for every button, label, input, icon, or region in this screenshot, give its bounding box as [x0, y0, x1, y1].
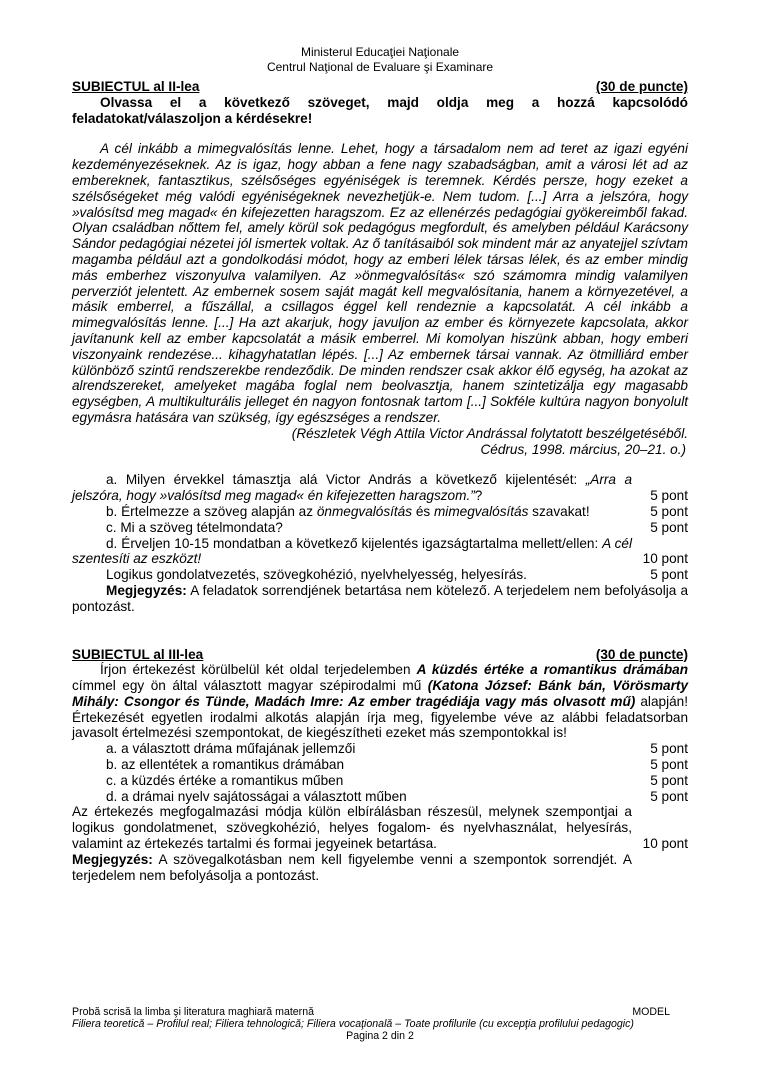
subject-2-tasks	[72, 472, 688, 614]
criterion-b-points: 5 pont	[650, 757, 688, 773]
task-b-word-2: mimegvalósítás	[433, 503, 529, 519]
essay-title: A küzdés értéke a romantikus drámában	[416, 662, 688, 678]
criterion-c-points: 5 pont	[650, 772, 688, 788]
criterion-d-points: 5 pont	[650, 788, 688, 804]
footer-page-number: Pagina 2 din 2	[346, 1030, 414, 1043]
subject-3-note	[72, 852, 632, 884]
task-b-mid: és	[412, 503, 434, 519]
task-d-points: 10 pont	[642, 551, 688, 567]
passage-source	[72, 426, 688, 458]
task-c-text: c. Mi a szöveg tételmondata?	[106, 519, 283, 535]
criterion-c	[72, 773, 688, 789]
task-a-text: a. Milyen érvekkel támasztja alá Victor András a következő kijelentését:	[106, 472, 586, 488]
criterion-c-text: c. a küzdés értéke a romantikus műben	[106, 772, 344, 788]
form-criterion	[72, 804, 688, 851]
subject-3-title: SUBIECTUL al III-lea	[72, 646, 204, 662]
subject-3-intro-3: alapján! Értekezését egyetlen irodalmi alkotás alapján írja meg, figyelembe véve az alábbi feladatsorban javasolt értelmezési szempontokat, de kiegészítheti ezeket más szempontokkal is!	[72, 693, 688, 741]
subject-3-note-text: A szövegalkotásban nem kell figyelembe venni a szempontok sorrendjét. A terjedelem nem befolyásolja a pontozást.	[72, 851, 632, 883]
form-criterion-text: Az értekezés megfogalmazási módja külön elbírálásban részesül, melynek szempontjai a logikus gondolatmenet, szövegkohézió, helyes fogalom- és nyelvhasználat, helyesírás, valamint az értekezés tartalmi és formai jegyeinek betartása.	[72, 804, 632, 852]
criterion-b	[72, 757, 688, 773]
subject-2-instruction: Olvassa el a következő szöveget, majd oldja meg a hozzá kapcsolódó feladatokat/válaszoljon a kérdésekre!	[72, 94, 688, 126]
criterion-a	[72, 741, 688, 757]
subject-3-heading	[72, 647, 688, 663]
subject-2-heading	[72, 79, 688, 95]
subject-2-points: (30 de puncte)	[595, 79, 688, 94]
subject-2-note-text: A feladatok sorrendjének betartása nem kötelező. A terjedelem nem befolyásolja a pontozást.	[72, 582, 688, 614]
subject-2-title: SUBIECTUL al II-lea	[72, 79, 200, 94]
subject-2-note-label: Megjegyzés:	[106, 582, 187, 598]
task-d-quote: A cél szentesíti az eszközt!	[72, 535, 633, 567]
subject-2-note	[72, 583, 688, 615]
task-a-quote: „Arra a jelszóra, hogy »valósítsd meg magad« én kifejezetten haragszom.”	[72, 472, 632, 504]
criterion-a-text: a. a választott dráma műfajának jellemzői	[106, 741, 356, 757]
subject-3-criteria	[72, 741, 688, 804]
task-d	[72, 536, 688, 568]
task-c-points: 5 pont	[650, 519, 688, 535]
passage-source-line-1: (Részletek Végh Attila Victor Andrással folytatott beszélgetéséből.	[291, 425, 688, 441]
task-logic-points: 5 pont	[650, 567, 688, 583]
task-b-suffix: szavakat!	[528, 503, 590, 519]
passage-source-line-2: Cédrus, 1998. március, 20–21. o.)	[480, 441, 686, 457]
reading-passage: A cél inkább a mimegvalósítás lenne. Lehet, hogy a társadalom nem ad teret az igazi egyéni kezdeményezéseknek. Az is igaz, hogy abban a fene nagy szabadságban, amit a városi lét ad az embereknek, fantasztikus, szélsőséges egyéniségek is teremnek. Kérdés persze, hogy ezeket a szélsőségeket még valódi egyéniségeknek nevezhetjük-e. Nem tudom. [...] Arra a jelszóra, hogy »valósítsd meg magad« én kifejezetten haragszom. Ez az ellenérzés pedagógiai gyökereimből fakad. Olyan családban nőttem fel, amely körül sok pedagógus megfordult, és amelyben például Karácsony Sándor pedagógiai nézetei jól ismertek voltak. Az ő tanításaiból sok mindent már az anyatejjel szívtam magamba például azt a gondolkodási módot, hogy az emberi lélek társas lélek, és az ember mindig más emberhez viszonyulva valamilyen. Az »önmegvalósítás« szó számomra mindig valamilyen perverziót jelentett. Az embernek sosem saját magát kell megvalósítania, hanem a környezetével, a másik emberrel, a fűszállal, a csillagos éggel kell rendeznie a kapcsolatát. A cél inkább a mimegvalósítás lenne. [...] Ha azt akarjuk, hogy javuljon az ember és környezete kapcsolata, akkor javítanunk kell az ember kapcsolatát a másik emberrel. Mi komolyan hiszünk abban, hogy emberi viszonyaink rendezése... kihagyhatatlan lépés. [...] Az embernek társai vannak. Az ötmilliárd ember különböző szintű rendszerekbe rendeződik. De minden rendszer csak akkor élő egység, ha azokat az alrendszereket, amelyeket magába foglal nem beolvasztja, hanem szintetizálja egy magasabb egységben, A multikulturális jelleget én nagyon fontosnak tartom [...] Sokféle kultúra nagyon bonyolult egymásra hatására van szükség, így egészséges a rendszer.	[72, 141, 688, 425]
evaluation-center-name: Centrul Naţional de Evaluare şi Examinare	[266, 60, 494, 74]
task-d-text: d. Érveljen 10-15 mondatban a következő kijelentés igazságtartalma mellett/ellen:	[106, 535, 603, 551]
task-a	[72, 472, 688, 504]
criterion-b-text: b. az ellentétek a romantikus drámában	[106, 757, 345, 773]
subject-3-points: (30 de puncte)	[595, 646, 688, 662]
criterion-a-points: 5 pont	[650, 741, 688, 757]
exam-page	[72, 0, 688, 883]
form-criterion-points: 10 pont	[642, 836, 688, 852]
footer-exam-name: Probă scrisă la limba şi literatura maghiară maternă	[72, 1006, 314, 1018]
footer-model-label: MODEL	[632, 1006, 670, 1018]
subject-3-intro	[72, 662, 688, 741]
suggested-works: (Katona József: Bánk bán, Vörösmarty Mihály: Csongor és Tünde, Madách Imre: Az ember tragédiája vagy más olvasott mű)	[72, 678, 688, 709]
criterion-d	[72, 789, 688, 805]
task-logic	[72, 567, 688, 583]
page-header	[72, 45, 688, 75]
task-a-suffix: ?	[474, 488, 483, 504]
subject-3-intro-1: Írjon értekezést körülbelül két oldal terjedelemben	[100, 662, 417, 678]
task-b-word-1: önmegvalósítás	[316, 503, 413, 519]
footer-row-1	[72, 1006, 688, 1018]
task-a-points: 5 pont	[650, 488, 688, 504]
page-footer	[72, 1006, 688, 1043]
task-b-points: 5 pont	[650, 503, 688, 519]
ministry-name: Ministerul Educaţiei Naţionale	[300, 45, 460, 59]
footer-profiles: Filiera teoretică – Profilul real; Filiera tehnologică; Filiera vocaţională – Toate profilurile (cu excepţia profilului pedagogic)	[72, 1018, 634, 1031]
task-c	[72, 520, 688, 536]
criterion-d-text: d. a drámai nyelv sajátosságai a választott műben	[106, 788, 407, 804]
task-b-text: b. Értelmezze a szöveg alapján az	[106, 503, 317, 519]
subject-3-intro-2: címmel egy ön által választott magyar szépirodalmi mű	[72, 678, 428, 694]
task-logic-text: Logikus gondolatvezetés, szövegkohézió, nyelvhelyesség, helyesírás.	[106, 567, 527, 583]
subject-3-note-label: Megjegyzés:	[72, 851, 153, 867]
task-b	[72, 504, 688, 520]
